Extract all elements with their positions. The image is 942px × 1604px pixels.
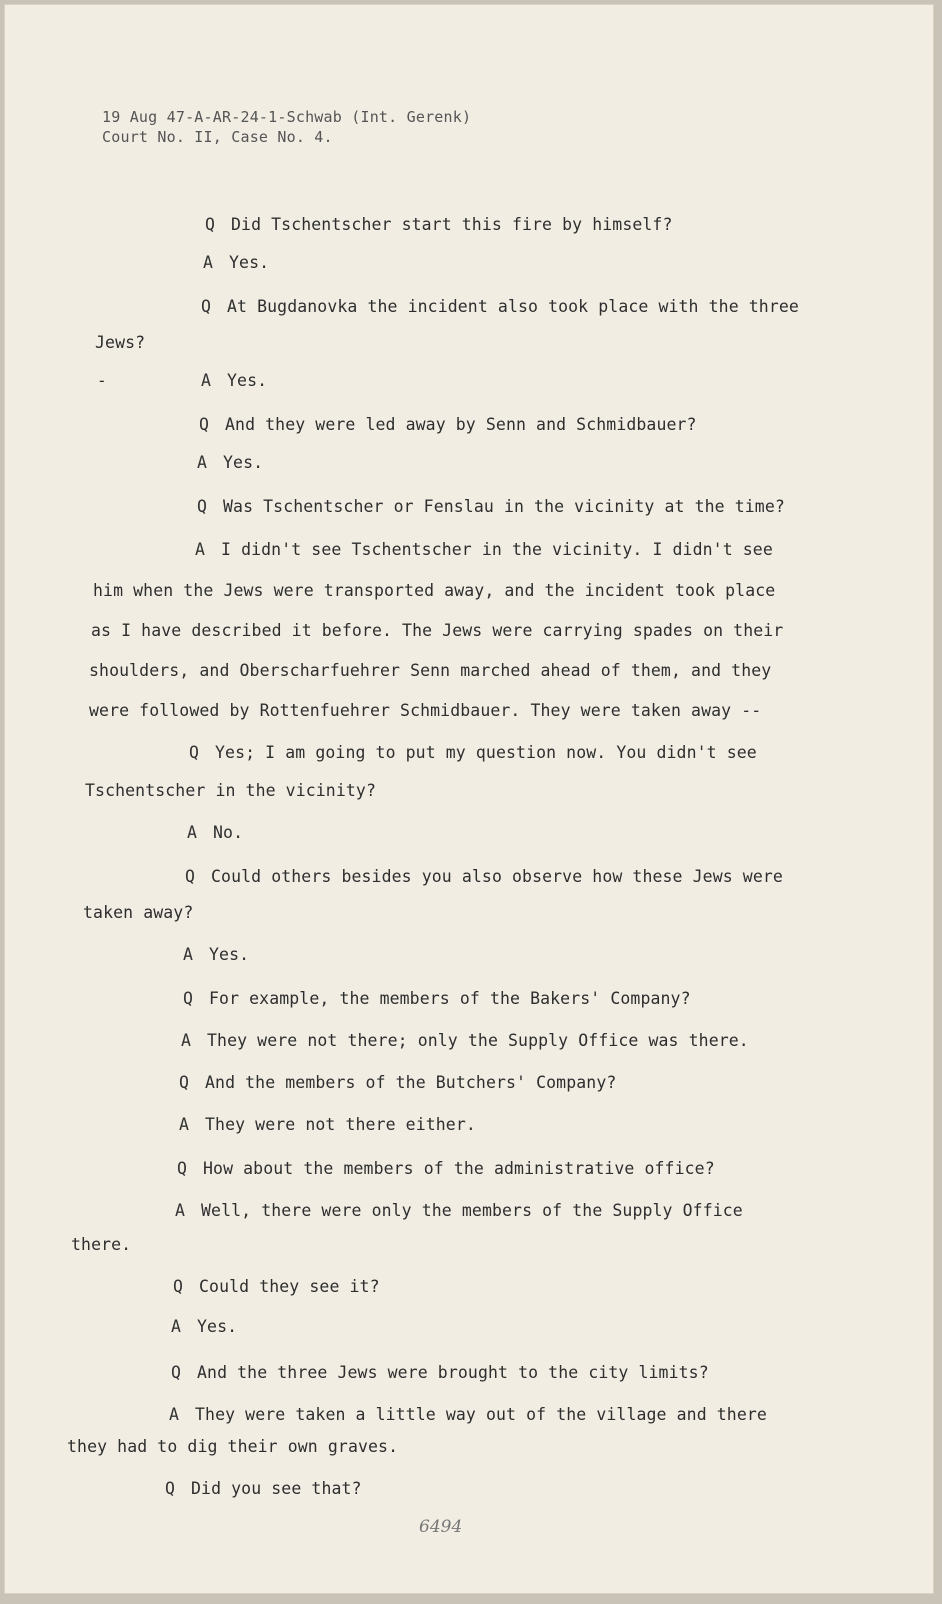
transcript-line: A Yes. (201, 371, 268, 390)
transcript-line: Q Could others besides you also observe how these Jews were (185, 867, 783, 886)
transcript-line: Q Yes; I am going to put my question now. You didn't see (189, 743, 757, 762)
transcript-line: there. (71, 1235, 132, 1254)
transcript-line: shoulders, and Oberscharfuehrer Senn marched ahead of them, and they (89, 661, 772, 680)
transcript-line: they had to dig their own graves. (67, 1437, 399, 1456)
transcript-line: A They were taken a little way out of the village and there (169, 1405, 767, 1424)
transcript-line: Q Did you see that? (165, 1479, 362, 1498)
transcript-line: Q How about the members of the administrative office? (177, 1159, 715, 1178)
transcript-line: as I have described it before. The Jews were carrying spades on their (91, 621, 784, 640)
transcript-line: A Well, there were only the members of the Supply Office (175, 1201, 743, 1220)
page-number: 6494 (419, 1517, 463, 1537)
transcript-line: A Yes. (203, 253, 270, 272)
transcript-line: Q For example, the members of the Bakers' Company? (183, 989, 691, 1008)
transcript-line: him when the Jews were transported away, and the incident took place (93, 581, 776, 600)
transcript-line: A They were not there; only the Supply Office was there. (181, 1031, 749, 1050)
header-line-2: Court No. II, Case No. 4. (102, 128, 333, 146)
transcript-line: Q At Bugdanovka the incident also took place with the three (201, 297, 799, 316)
transcript-line: A Yes. (171, 1317, 238, 1336)
document-header (102, 107, 471, 147)
transcript-line: Q Could they see it? (173, 1277, 380, 1296)
header-line-1: 19 Aug 47-A-AR-24-1-Schwab (Int. Gerenk) (102, 108, 472, 126)
transcript-line: Q And the three Jews were brought to the city limits? (171, 1363, 709, 1382)
transcript-line: A Yes. (197, 453, 264, 472)
transcript-line: Q Did Tschentscher start this fire by himself? (205, 215, 673, 234)
document-page (4, 4, 934, 1594)
transcript-line: A They were not there either. (179, 1115, 476, 1134)
transcript-line: A I didn't see Tschentscher in the vicinity. I didn't see (195, 540, 773, 559)
transcript-line: were followed by Rottenfuehrer Schmidbauer. They were taken away -- (89, 701, 762, 720)
transcript-line: A Yes. (183, 945, 250, 964)
transcript-line: A No. (187, 823, 244, 842)
transcript-line: Q And they were led away by Senn and Schmidbauer? (199, 415, 697, 434)
transcript-line: taken away? (83, 903, 194, 922)
transcript-line: Q And the members of the Butchers' Company? (179, 1073, 617, 1092)
transcript-line: Q Was Tschentscher or Fenslau in the vicinity at the time? (197, 497, 785, 516)
margin-mark: - (97, 371, 107, 390)
transcript-line: Jews? (95, 333, 146, 352)
transcript-line: Tschentscher in the vicinity? (85, 781, 376, 800)
